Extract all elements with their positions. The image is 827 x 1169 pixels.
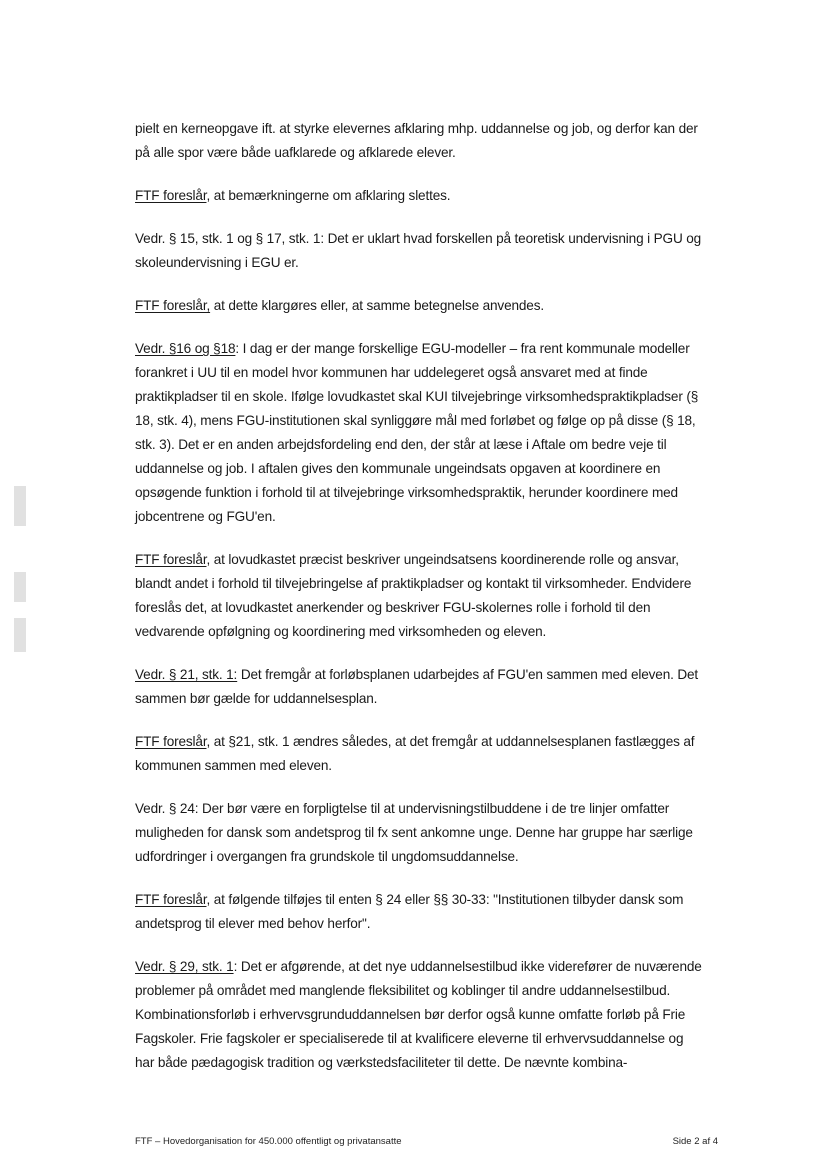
paragraph-text: : I dag er der mange forskellige EGU-modeller – fra rent kommunale modeller forankret i UU til en model hvor kommunen har uddelegeret også ansvaret med at finde praktikpladser til en skole. Ifølge lovudkastet skal KUI tilvejebringe virksomhedspraktikpladser (§ 18, stk. 4), mens FGU-institutionen skal synliggøre mål med forløbet og følge op på disse (§ 18, stk. 3). Det er en anden arbejdsfordeling end den, der står at læse i Aftale om bedre veje til uddannelse og job. I aftalen gives den kommunale ungeindsats opgaven at koordinere en opsøgende funktion i forhold til at tilvejebringe virksomhedspraktik, herunder koordinere med jobcentrene og FGU'en. [135,341,699,524]
underlined-heading: Vedr. § 21, stk. 1: [135,667,238,682]
paragraph-text: Det fremgår at forløbsplanen udarbejdes af FGU'en sammen med eleven. Det sammen bør gælde for uddannelsesplan. [135,667,699,706]
paragraph [135,117,705,165]
paragraph [135,184,705,208]
footer-organization: FTF – Hovedorganisation for 450.000 offentligt og privatansatte [135,1136,402,1147]
paragraph-text: , at lovudkastet præcist beskriver ungeindsatsens koordinerende rolle og ansvar, blandt andet i forhold til tilvejebringelse af praktikpladser og kontakt til virksomheder. Endvidere foreslås det, at lovudkastet anerkender og beskriver FGU-skolernes rolle i forhold til den vedvarende opfølgning og koordinering med virksomheden og eleven. [135,552,692,639]
paragraph-text: , at følgende tilføjes til enten § 24 eller §§ 30-33: "Institutionen tilbyder dansk som andetsprog til elever med behov herfor". [135,892,684,931]
page-footer [135,1136,718,1147]
underlined-heading: FTF foreslår [135,892,207,907]
paragraph [135,730,705,778]
paragraph-text: at dette klargøres eller, at samme betegnelse anvendes. [210,298,544,313]
underlined-heading: FTF foreslår [135,734,207,749]
paragraph-text: Vedr. § 24: Der bør være en forpligtelse til at undervisningstilbuddene i de tre linjer omfatter muligheden for dansk som andetsprog til fx sent ankomne unge. Denne har gruppe har særlige udfordringer i overgangen fra grundskole til ungdomsuddannelse. [135,801,693,864]
underlined-heading: Vedr. § 29, stk. 1 [135,959,234,974]
underlined-heading: FTF foreslår [135,552,207,567]
paragraph [135,797,705,869]
paragraph-text: : Det er afgørende, at det nye uddannelsestilbud ikke viderefører de nuværende problemer på området med manglende fleksibilitet og koblinger til andre uddannelsestilbud. Kombinationsforløb i erhvervsgrunduddannelsen bør derfor også kunne omfatte forløb på Frie Fagskoler. Frie fagskoler er specialiserede til at kvalificere eleverne til erhvervsuddannelse og har både pædagogisk tradition og værkstedsfaciliteter til dette. De nævnte kombina- [135,959,702,1070]
underlined-heading: FTF foreslår [135,188,207,203]
paragraph [135,227,705,275]
document-body [135,117,705,1094]
paragraph [135,548,705,644]
paragraph-text: pielt en kerneopgave ift. at styrke elevernes afklaring mhp. uddannelse og job, og derfor kan der på alle spor være både uafklarede og afklarede elever. [135,121,698,160]
underlined-heading: FTF foreslår, [135,298,211,313]
scan-artifact [14,486,26,526]
paragraph [135,955,705,1075]
paragraph-text: Vedr. § 15, stk. 1 og § 17, stk. 1: Det er uklart hvad forskellen på teoretisk undervisning i PGU og skoleundervisning i EGU er. [135,231,702,270]
paragraph-text: , at §21, stk. 1 ændres således, at det fremgår at uddannelsesplanen fastlægges af kommunen sammen med eleven. [135,734,695,773]
paragraph [135,337,705,529]
scan-artifact [14,618,26,652]
paragraph [135,663,705,711]
paragraph [135,888,705,936]
paragraph-text: , at bemærkningerne om afklaring slettes. [206,188,451,203]
underlined-heading: Vedr. §16 og §18 [135,341,236,356]
page-number: Side 2 af 4 [672,1136,718,1147]
paragraph [135,294,705,318]
scan-artifact [14,572,26,602]
